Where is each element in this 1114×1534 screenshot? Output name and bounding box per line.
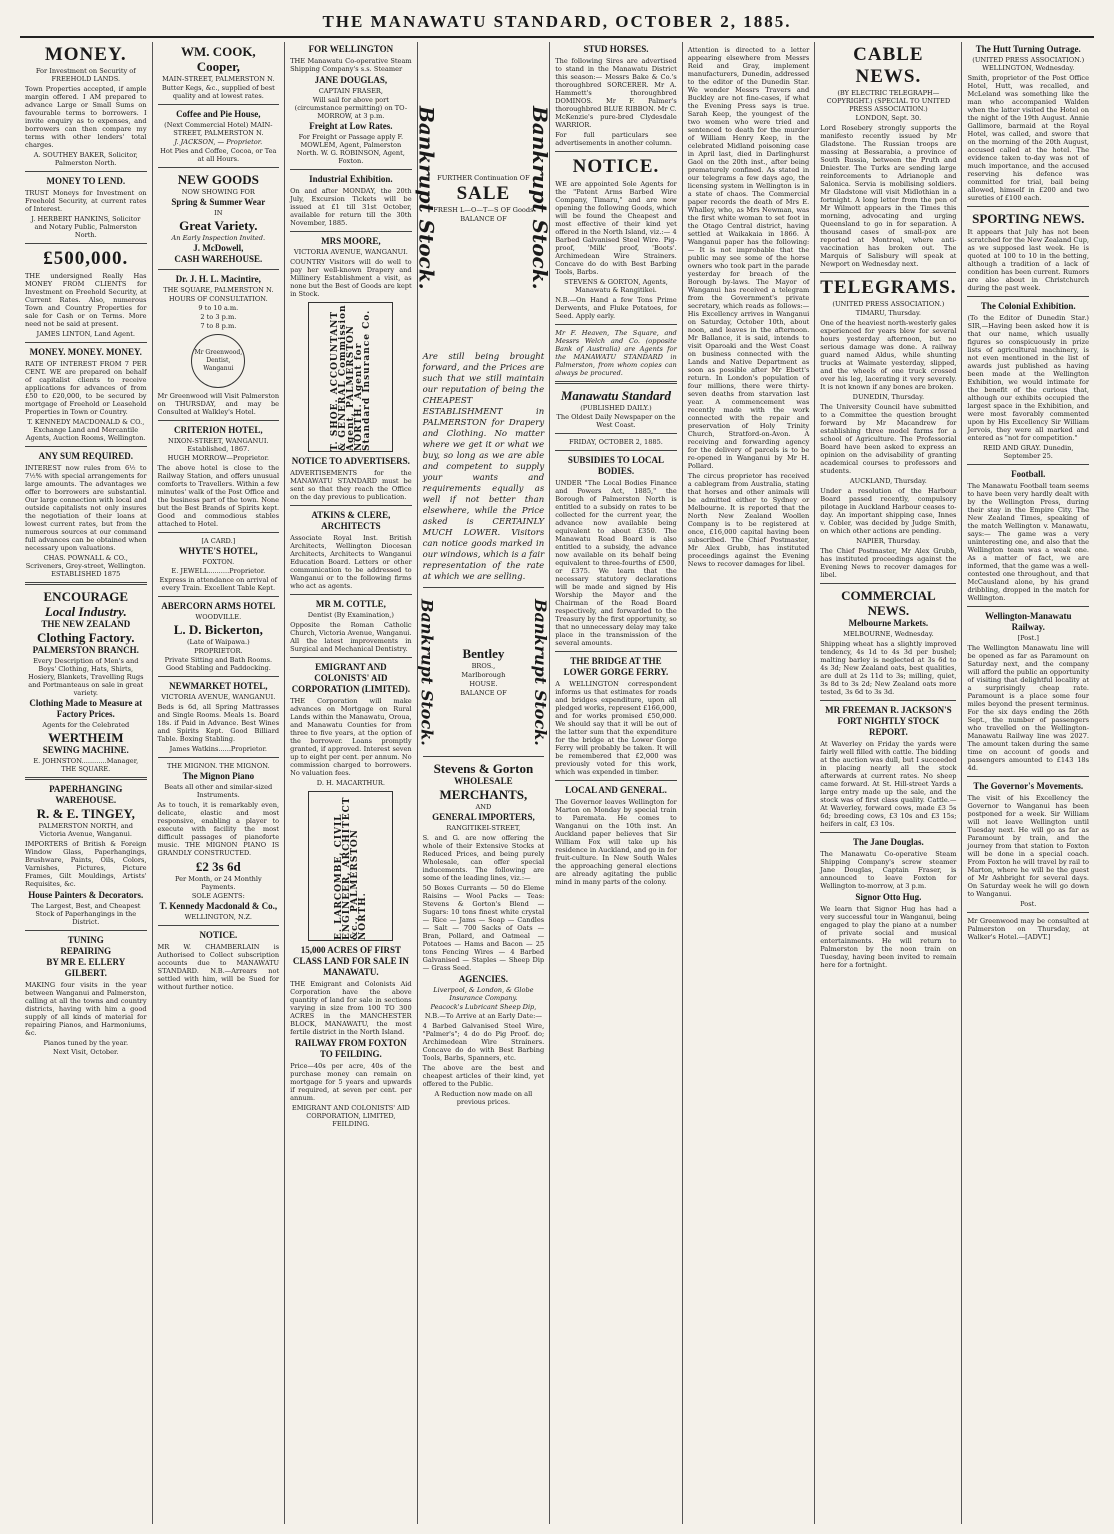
larcombe-advert-text: E. LARCOMBE, CIVIL ENGINEER, ARCHITECT &c., PALMERSTON NORTH. xyxy=(333,796,368,940)
railway-sub: [Post.] xyxy=(1017,634,1039,642)
bickerton-proprietor: PROPRIETOR. xyxy=(194,647,243,655)
stevens-gorton-peacock: Peacock's Lubricant Sheep Dip, xyxy=(430,1003,537,1011)
lend-signature: J. HERBERT HANKINS, Solicitor and Notary Public, Palmerston North. xyxy=(31,215,141,239)
any-heading: ANY SUM REQUIRED. xyxy=(38,451,133,461)
sum-heading: £500,000. xyxy=(43,248,129,269)
emigrant-body: THE Corporation will make advances on Mortgage on Rural Lands within the Manawatu, Oroua, and Manawatu Counties for from three to five years, at the option of the borrower. Loans promptly granted, if approved. Interest seven up to eight per cent. per annum. No commission charged to borrowers. No valuation fees. xyxy=(290,697,412,777)
stock-report-heading: MR FREEMAN R. JACKSON'S FORT NIGHTLY STOCK REPORT. xyxy=(825,705,952,737)
sale-further: FURTHER Continuation OF xyxy=(437,173,530,182)
local-general-heading: LOCAL AND GENERAL. xyxy=(565,785,667,795)
sale-body: Are still being brought forward, and the Prices are such that we still maintain our reputation of being the CHEAPEST ESTABLISHMENT in PALMERSTON for Drapery and Clothing. No matter where we get it or what we buy, so long as we are able and competent to supply your wants and requirements equally as well if not better than elsewhere, while the Price asked is CERTAINLY MUCH LOWER. Visitors can notice goods marked in our windows, which is a fair representation of the rate at which we are selling. xyxy=(422,352,545,582)
jane-douglas-sail: Will sail for above port (circumstance permitting) on TO-MORROW, at 3 p.m. xyxy=(294,96,408,120)
sum-signature: JAMES LINTON, Land Agent. xyxy=(36,330,135,338)
sum-body: THE undersigned Really Has MONEY FROM CLIENTS for Investment on Freehold Security, at Current Rates. Also, numerous Town and Country Properties for sale for Cash or on Terms. More need not be said at present. xyxy=(25,272,147,328)
jane-douglas-body: The Manawatu Co-operative Steam Shipping Company's screw steamer Jane Douglas, Captain Fraser, is announced to leave Foxton for Wellington to-morrow, at 3 p.m. xyxy=(820,850,957,890)
newspaper-columns xyxy=(20,42,1094,1524)
card-label: [A CARD.] xyxy=(201,537,236,545)
standard-daily: (PUBLISHED DAILY.) xyxy=(580,404,652,412)
money-signature: A. SOUTHEY BAKER, Solicitor, Palmerston North. xyxy=(33,151,138,167)
moore-address: VICTORIA AVENUE, WANGANUI. xyxy=(293,248,408,256)
atkins-sub: ARCHITECTS xyxy=(321,521,381,531)
otto-hug-heading: Signor Otto Hug. xyxy=(855,892,922,902)
notice-body: MR W. CHAMBERLAIN is Authorised to Collect subscription accounts due to MANAWATU STANDARD. N.B.—Arrears not settled with him, will be Sued for without further notice. xyxy=(157,943,280,991)
gilbert-body: MAKING four visits in the year between Wanganui and Palmerston, calling at all the towns and country districts, having with him a good supply of all kinds of material for repairing Pianos, and Harmoniums, &c. xyxy=(25,981,147,1037)
barbed-wire-body: WE are appointed Sole Agents for the "Patent Arms Barbed Wire Company, Timaru," and are now opening the following Goods, which will be found the Cheapest and most effective of their kind yet offered in the North Island, viz.:— 4 Barbed Galvanised Steel Wire. Pig-proof, 'Milk' proof, 'Boots'. Archimedean Wire Strainers. Concave do do with Best Barbing Tools, Barbs. xyxy=(555,180,677,276)
mcdowell-name: J. McDowell, xyxy=(193,243,244,253)
acres-body: THE Emigrant and Colonists Aid Corporation have the above quantity of land for sale in sections varying in size from 100 TO 300 ACRES in the MANCHESTER BLOCK, MANAWATU, the most fertile district in the North Island. xyxy=(290,980,412,1036)
acres-heading: 15,000 ACRES OF FIRST CLASS LAND FOR SALE IN MANAWATU. xyxy=(292,945,409,977)
larcombe-advert-box xyxy=(308,791,393,941)
subsidies-heading: SUBSIDIES TO LOCAL BODIES. xyxy=(567,455,665,476)
whyte-proprietor: E. JEWELL..........Proprietor. xyxy=(171,567,266,575)
new-goods-heading: NEW GOODS xyxy=(177,172,259,187)
otto-hug-body: We learn that Signor Hug has had a very successful tour in Wanganui, being engaged to play the piano at a number of private social and musical entertainments. He will return to Palmerston by the noon train on Tuesday, having been invited to remain here for a fortnight. xyxy=(820,905,957,969)
whyte-address: FOXTON. xyxy=(202,558,235,566)
newspaper-title: THE MANAWATU STANDARD, OCTOBER 2, 1885. xyxy=(322,12,792,31)
hutt-sub: (UNITED PRESS ASSOCIATION.) WELLINGTON, Wednesday. xyxy=(972,56,1085,72)
wertheim-heading: WERTHEIM xyxy=(48,730,124,745)
telegrams-heading: TELEGRAMS. xyxy=(820,277,957,298)
stevens-gorton-merchants: MERCHANTS, xyxy=(439,787,528,802)
emigrant-signature: D. H. MACARTHUR. xyxy=(316,779,385,787)
mignon-body: As to touch, it is remarkably even, delicate, elastic and most responsive, enabling a player to execute with facility the most difficult passages of pianoforte music. THE MIGNON PIANO IS GRANDLY CONSTRUCTED. xyxy=(157,801,280,857)
gilbert-next: Next Visit, October. xyxy=(52,1048,119,1056)
stevens-gorton-close: The above are the best and cheapest articles of their kind, yet offered to the Public. xyxy=(422,1064,545,1088)
hutt-heading: The Hutt Turning Outrage. xyxy=(975,44,1081,54)
shoe-advert-text: T. SHOE. ACCOUNTANT & GENERAL Commission Agent, PALMERSTON NORTH. Agent for Standard Insurance Co. xyxy=(329,304,372,451)
stevens-gorton-agencies: AGENCIES. xyxy=(458,974,509,984)
mignon-heading: The Mignon Piano xyxy=(182,771,255,781)
subsidies-body: UNDER "The Local Bodies Finance and Powers Act, 1885," the Borough of Palmerston North is entitled to a subsidy on rates to be collected for the current year, the advance now available being equivalent to about £350. The Manawatu Road Board is also entitled to a subsidy, the advance now available on its behalf being equivalent to three-fourths of £500, or £375. We learn that the necessary statutory declarations will be made and signed by His Worship the Mayor and the Chairman of the Road Board respectively, and forwarded to the Treasury by the first opportunity, so that no unnecessary delay may take place in the transmission of the several amounts. xyxy=(555,479,677,647)
telegrams-body-2: The University Council have submitted to a Committee the question brought forward by Mr Macandrew for establishing three model farms for a school of Agriculture. The Professorial Board have been asked to express an opinion on the advisability of granting academical courses to professors and students. xyxy=(820,403,957,475)
football-body: The Manawatu Football team seems to have been very hardly dealt with by the Wellington Press, during their stay in the Empire City. The New Zealand Times, speaking of the match Wellington v. Manawatu, says:— The game was a very uninteresting one, and also that the Wellington team was a weak one. As a matter of fact, we are informed, that the game was a well-contested one throughout, and that McCausland alone, by his grand dribbling, dropped in the match for Wellington. xyxy=(967,482,1089,602)
jane-douglas-captain: CAPTAIN FRASER, xyxy=(318,87,383,95)
local-news-body: Attention is directed to a letter appearing elsewhere from Messrs Reid and Gray, implement manufacturers, Dunedin, addressed to the editor of the Dunedin Star. We wonder Messrs Travers and Buckley are not fine-cases, if what the Evening Press says is true. Sarah Keep, the youngest of the two women who were tried and sentenced to death for the murder of William Henry Keep, in the celebrated Midland poisoning case in April last, died in Darlinghurst Gaol on the 20th inst., after being prematurely confined. As stated in our telegrams a few days ago, the licensing system in Wellington is in a state of chaos. The Commercial paper records the death of Mrs E. Whalley, who, as Mrs Newman, was the first white woman to set foot in the Otago Central district, having settled at Waikakaia in 1866. A Wanganui paper has the following:— It is not improbable that the public may see some of the horse owners who took part in the parade yesterday for breach of the Borough by-laws. The Mayor of Wanganui has received a telegram from the Government's private secretary, which reads as follows:— His Excellency arrives in Wanganui on Saturday, October 10th, about noon, and leaves in the afternoon. Mr Ballance, it is said, intends to visit Oparoaki and the West Coast on business connected with the Lands and Native Department as soon as possible after Mr Ebett's return. In London's population of four millions, there were thirty-seven deaths from starvation last year. A commencement was recently made with the work connected with the repair and preservation of Holy Trinity Church, Stratford-on-Avon. A receiving and forwarding agency for the delivery of parcels is to be re-opened in Wanganui by Mr H. Pollard. xyxy=(687,46,810,470)
stevens-gorton-reduction: A Reduction now made on all previous prices. xyxy=(434,1090,533,1106)
coffee-heading: Coffee and Pie House, xyxy=(176,109,261,119)
cable-news-sub: (BY ELECTRIC TELEGRAPH—COPYRIGHT.) (SPECIAL TO UNITED PRESS ASSOCIATION.) xyxy=(826,89,951,113)
advertisers-body: ADVERTISEMENTS for the MANAWATU STANDARD must be sent so that they reach the Office on the day previous to publication. xyxy=(290,469,412,501)
emigrant-heading: EMIGRANT AND COLONISTS' AID CORPORATION (LIMITED). xyxy=(291,662,411,694)
bickerton-late: (Late of Waipawa.) xyxy=(186,638,250,646)
criterion-body: The above hotel is close to the Railway Station, and offers unusual comforts to Travellers. Within a few minutes' walk of the Post Office and the business part of the town. None but the Best Brands of Spirits kept. Good and commodious stables attached to Hotel. xyxy=(157,464,280,528)
money-subheading: For Investment on Security of FREEHOLD LANDS. xyxy=(35,67,136,83)
moore-body: COUNTRY Visitors will do well to pay her well-known Drapery and Millinery Establishment a visit, as none but the Best of Goods are kept in Stock. xyxy=(290,258,412,298)
exhibition-heading: Industrial Exhibition. xyxy=(309,174,393,184)
cottle-heading: MR M. COTTLE, xyxy=(315,599,386,609)
bentley-house: HOUSE. xyxy=(469,680,498,688)
whyte-heading: WHYTE'S HOTEL, xyxy=(179,546,258,556)
hutt-body: Smith, proprietor of the Post Office Hotel, Hutt, was recalled, and McLeland was something like the man who accompanied Walden when the latter visited the Hotel on the night of the 19th August. Annie Gallimore, barmaid at the Royal Hotel, was called, and swore that on the morning of the 20th August, accused called at the hotel. The evidence taken to-day was not of much importance, and the accused reserving his defence was committed for trial, bail being allowed, himself in £200 and two sureties of £100 each. xyxy=(967,74,1089,202)
tingey-heading: R. & E. TINGEY, xyxy=(36,806,135,821)
gilbert-name: BY MR E. ELLERY GILBERT. xyxy=(46,957,126,978)
acres-signature: EMIGRANT AND COLONISTS' AID CORPORATION, LIMITED, FEILDING. xyxy=(291,1104,410,1128)
tuning-heading: TUNING xyxy=(67,935,104,945)
repairing-heading: REPAIRING xyxy=(60,946,112,956)
gilbert-tuned: Pianos tuned by the year. xyxy=(43,1039,129,1047)
shoe-advert-box xyxy=(308,302,393,452)
telegrams-place-4: NAPIER, Thursday. xyxy=(856,537,921,545)
dentist-body: Mr Greenwood will Visit Palmerston on THURSDAY, and may be Consulted at Walkley's Hotel. xyxy=(157,392,280,416)
nz-body: Every Description of Men's and Boys' Clothing, Hats, Shirts, Hosiery, Blankets, Travelling Rugs and Portmanteaus on sale in great variety. xyxy=(28,657,144,697)
whyte-body: Express in attendance on arrival of every Train. Excellent Table Kept. xyxy=(159,576,278,592)
dentist-footer: Mr Greenwood may be consulted at Palmerston on Thursday, at Walker's Hotel.—[ADVT.] xyxy=(967,917,1089,941)
colonial-exhibition-body: (To the Editor of Dunedin Star.) SIR,—Having been asked how it is that our name, which usually figures so conspicuously in prize lists of agricultural machinery, is not even mentioned in the list of awards just published as having been made at the Wellington Exhibition, we would intimate for the benefit of the curious that, although our exhibits occupied the largest space in the Exhibition, and were most favorably commented upon by His Excellency Sir William Jervois, they were all marked and entered as "not for competition." xyxy=(967,314,1089,442)
bankrupt-left: Bankrupt Stock. xyxy=(414,106,439,290)
mr-heaven-agents: Mr F. Heaven, The Square, and Messrs Welch and Co. (opposite Bank of Australia) are Agents for the MANAWATU STANDARD in Palmerston, from whom copies can always be procured. xyxy=(555,329,677,377)
macintire-hour-1: 9 to 10 a.m. xyxy=(198,304,239,312)
money-body: Town Properties accepted, if ample margin offered. I AM prepared to advance Large or Small Sums on favourable terms to borrowers. I invite enquiry as to expenses, and borrowers can then compare my terms with other lenders' total charges. xyxy=(25,85,147,149)
standard-title: Manawatu Standard xyxy=(560,388,672,403)
column-3 xyxy=(285,42,418,1524)
criterion-address: NIXON-STREET, WANGANUI. Established, 1867. xyxy=(168,437,269,453)
melbourne-body: Shipping wheat has a slightly improved tendency, 4s 1d to 4s 3d per bushel; malting barley is neglected at 3s 6d to 4s 3d; New Zealand oats, best qualities, are dull at 2s 11d to 3s; milling, quiet, 3s 8d to 3s 2d; New Zealand oats more tested, 3s 6d to 3s 3d. xyxy=(820,640,957,696)
acres-body-2: Price—40s per acre, 40s of the purchase money can remain on mortgage for 5 years and upwards if required, at seven per cent. per annum. xyxy=(290,1062,412,1102)
dentist-seal: Mr Greenwood, Dentist, Wanganui xyxy=(191,334,245,388)
balance-left: BALANCE OF xyxy=(460,214,507,223)
atkins-heading: ATKINS & CLERE, xyxy=(311,510,391,520)
notice-heading: NOTICE. xyxy=(199,930,238,940)
any-body: INTEREST now rules from 6½ to 7½% with special arrangements for large amounts. The advantages we offer to borrowers are substantial. Our large connection with local and outside capitalists not only insures the negotiation of their loans at lowest current rates, but from the numerous sources at our command full advances can be obtained when necessary upon valuations. xyxy=(25,464,147,552)
criterion-heading: CRITERION HOTEL, xyxy=(174,425,263,435)
sale-fresh: FRESH L—O—T—S OF Goods xyxy=(433,205,534,214)
stevens-gorton-wholesale: WHOLESALE xyxy=(454,776,513,786)
stevens-gorton-and: AND xyxy=(475,803,492,811)
freight-rates: Freight at Low Rates. xyxy=(309,121,393,131)
cottle-sub: Dentist (By Examination,) xyxy=(307,611,394,619)
column-2 xyxy=(153,42,286,1524)
wellington-body: THE Manawatu Co-operative Steam Shipping Company's s.s. Steamer xyxy=(290,57,412,73)
mignon-signature-2: WELLINGTON, N.Z. xyxy=(184,913,252,921)
wellington-heading: FOR WELLINGTON xyxy=(308,44,394,54)
sporting-body: It appears that July has not been scratched for the New Zealand Cup, as we supposed last week. He is quoted at 100 to 10 in the betting, although a tradition of a lack of condition has been current. Rumors are also about in Christchurch during the past week. xyxy=(967,228,1090,292)
bridge-heading: THE BRIDGE AT THE LOWER GORGE FERRY. xyxy=(563,656,669,677)
prime-potatoes: N.B.—On Hand a few Tons Prime Derwents, and Fluke Potatoes, for Seed. Apply early. xyxy=(555,296,677,320)
nz-signature: E. JOHNSTON............Manager, THE SQUARE. xyxy=(33,757,139,773)
bentley-heading: Bentley xyxy=(462,646,505,661)
football-heading: Football. xyxy=(1011,469,1046,479)
bentley-vert-left: Bankrupt Stock. xyxy=(417,598,437,746)
column-8 xyxy=(962,42,1094,1524)
cable-news-body: Lord Rosebery strongly supports the manifesto recently issued by Mr Gladstone. The Russian troops are massing at Bessarabia, a province of South Russia, between the Pruth and Dniester. The Turks are sending large reinforcements to Adrianople and Salonica. Servia is mobilising soldiers. Mr Gladstone will visit Midlothian in a fortnight. A long letter from the pen of Mr Wilmott appears in the Times this morning, advocating and urging Queensland to go in for separation. A thousand cases of small-pox are reported at Montreal, where anti-vaccination has broken out. The Marquis of Salisbury will speak at Newport on Wednesday next. xyxy=(820,124,957,268)
new-goods-variety: Great Variety. xyxy=(179,218,258,233)
acres-railway: RAILWAY FROM FOXTON TO FEILDING. xyxy=(294,1038,407,1059)
stevens-gorton-street: RANGITIKEI-STREET, xyxy=(446,824,521,832)
colonial-exhibition-signature: REID AND GRAY. Dunedin, September 25. xyxy=(982,444,1074,460)
column-1 xyxy=(20,42,153,1524)
column-5 xyxy=(550,42,683,1524)
governor-signature: Post. xyxy=(1020,900,1037,908)
mignon-sub: Beats all other and similar-sized Instruments. xyxy=(164,783,273,799)
coffee-address: (Next Commercial Hotel) MAIN-STREET, PALMERSTON N. xyxy=(164,121,273,137)
abercorn-address: WOODVILLE. xyxy=(195,613,242,621)
cook-heading: WM. COOK, xyxy=(180,44,256,59)
telegrams-body-4: The Chief Postmaster, Mr Alex Grubb, has instituted proceedings against the Evening News to recover damages for libel. xyxy=(820,547,957,579)
stud-horses-body: The following Sires are advertised to stand in the Manawatu District this season:— Messrs Bake & Co.'s thoroughbred SORCERER. Mr A. Hammett's thoroughbred DOMINOS. Mr F. Palmer's thoroughbred BLUE RIBBON. Mr C. McKenzie's pure-bred Clydesdale WARRIOR. xyxy=(555,57,677,129)
newmarket-body: Beds is 6d, all Spring Mattrasses and Single Rooms. Meals 1s. Board 18s. if Paid in Advance. Best Wines and Spirits Kept. Good Billiard Table. Boxing Stabling. xyxy=(157,703,280,743)
any-signature: CHAS. POWNALL & CO., Scriveners, Grey-street, Wellington. ESTABLISHED 1875 xyxy=(25,554,146,578)
bickerton-name: L. D. Bickerton, xyxy=(173,622,263,637)
telegrams-body-3: Under a resolution of the Harbour Board passed recently, compulsory pilotage in Auckland Harbour ceases to-day. An important shipping case, Innes v. Cobler, was decided by Judge Smith, on which other actions are pending. xyxy=(820,487,957,535)
column-7 xyxy=(815,42,962,1524)
column-4 xyxy=(414,42,553,1524)
atkins-body: Associate Royal Inst. British Architects, Wellington Diocesan Architects, Architects to Wanganui Education Board. Letters or other communication to be addressed to Wanganui or to the following firms who act as agents. xyxy=(290,534,412,590)
local-general-body: The Governor leaves Wellington for Marton on Monday by special train to Paremata. He comes to Wanganui on the 10th inst. An Auckland paper believes that Sir William Fox will take up his residence in Auckland, and go in for fruit-culture. In New South Wales the approaching general elections are already agitating the public mind in many parts of the colony. xyxy=(555,798,677,886)
mignon-price-sub: Per Month, or 24 Monthly Payments. xyxy=(174,875,262,891)
governor-body: The visit of his Excellency the Governor to Wanganui has been postponed for a week. Sir William will not leave Wellington until Tuesday next. He will go as far as Paramount by train, and the journey from that station to Foxton will be done in a special coach. From Foxton he will travel by rail to Marton, where he will be the guest of Mr Ashbright for several days. On Saturday week he will go down to Wanganui. xyxy=(967,794,1089,898)
paperhanging-heading: PAPERHANGING xyxy=(49,784,123,794)
macintire-hours: HOURS OF CONSULTATION. xyxy=(168,295,268,303)
new-goods-season: Spring & Summer Wear xyxy=(171,197,266,207)
new-goods-invited: An Early Inspection Invited. xyxy=(171,234,266,242)
coffee-body: Hot Pies and Coffee, Cocoa, or Tea at all Hours. xyxy=(160,147,277,163)
balance-right: BALANCE OF xyxy=(460,689,507,697)
stevens-gorton-body: S. and G. are now offering the whole of their Extensive Stocks at Reduced Prices, and being purely Wholesale, can offer special inducements. The following are some of the leading lines, viz.:— xyxy=(422,834,545,882)
freight-apply: For Freight or Passage apply F. MOWLEM, Agent, Palmerston North. W. G. ROBINSON, Agent, Foxton. xyxy=(296,133,405,165)
railway-heading: Wellington-Manawatu Railway. xyxy=(984,611,1072,632)
tingey-body: IMPORTERS of British & Foreign Window Glass, Paperhangings, Brushware, Paints, Oils, Colors, Varnishes, Pictures, Picture Frames, Gilt Mouldings, Artists' Requisites, &c. xyxy=(25,840,147,888)
standard-tagline: The Oldest Daily Newspaper on the West Coast. xyxy=(556,413,676,429)
standard-date: FRIDAY, OCTOBER 2, 1885. xyxy=(569,438,663,446)
macintire-hour-2: 2 to 3 p.m. xyxy=(200,313,237,321)
column-6 xyxy=(683,42,816,1524)
stud-horses-footer: For full particulars see advertisements in another column. xyxy=(555,131,677,147)
abercorn-heading: ABERCORN ARMS HOTEL xyxy=(161,601,276,611)
melbourne-place: MELBOURNE, Wednesday. xyxy=(843,630,934,638)
palmerston-branch: PALMERSTON BRANCH. xyxy=(32,645,139,655)
newmarket-heading: NEWMARKET HOTEL, xyxy=(169,681,268,691)
macintire-address: THE SQUARE, PALMERSTON N. xyxy=(163,286,274,294)
moore-heading: MRS MOORE, xyxy=(321,236,381,246)
cook-address: MAIN-STREET, PALMERSTON N. xyxy=(162,75,275,83)
coffee-proprietor: J. JACKSON, — Proprietor. xyxy=(174,138,263,146)
exhibition-body: On and after MONDAY, the 20th July, Excursion Tickets will be issued at £1 till 31st October, available for return till the 30th November, 1885. xyxy=(290,187,412,227)
mignon-agents: SOLE AGENTS: xyxy=(191,892,245,900)
bankrupt-right: Bankrupt Stock. xyxy=(528,106,553,290)
lend-body: TRUST Moneys for Investment on Freehold Security, at current rates of Interest. xyxy=(25,189,147,213)
jane-douglas-heading: The Jane Douglas. xyxy=(852,837,924,847)
telegrams-body-1: One of the heaviest north-westerly gales experienced for years blew for several hours yesterday afternoon, but no serious damage was done. A railway guard named Aldus, while shunting trucks at Waimate yesterday, slipped, and the wheels of one truck crossed over his leg, lacerating it very severely. It is not known if any bones are broken. xyxy=(820,319,957,391)
cook-sub: Cooper, xyxy=(196,59,240,74)
masthead xyxy=(20,8,1094,38)
criterion-proprietor: HUGH MORROW—Proprietor. xyxy=(167,454,269,462)
nz-heading: THE NEW ZEALAND xyxy=(41,619,131,629)
sewing-machine: SEWING MACHINE. xyxy=(42,745,129,755)
macintire-hour-3: 7 to 8 p.m. xyxy=(200,322,237,330)
lend-heading: MONEY TO LEND. xyxy=(46,176,126,186)
tingey-stock: The Largest, Best, and Cheapest Stock of Paperhangings in the District. xyxy=(31,902,141,926)
macintire-heading: Dr. J. H. L. Macintire, xyxy=(175,274,261,284)
local-industry-heading: Local Industry. xyxy=(44,604,127,619)
stud-horses-heading: STUD HORSES. xyxy=(583,44,649,54)
clothing-measure: Clothing Made to Measure at Factory Prices. xyxy=(29,698,143,719)
cottle-body: Opposite the Roman Catholic Church, Victoria Avenue, Wanganui. All the latest improvements in Surgical and Mechanical Dentistry. xyxy=(290,621,412,653)
newmarket-proprietor: James Watkins......Proprietor. xyxy=(169,745,268,753)
stevens-gorton-arrive-body: 4 Barbed Galvanised Steel Wire, "Palmer's"; 4 do do Pig Proof. do; Archimedean Wire Strainers. Concave do do with Best Barbing Tools, Barbs, Spanners, etc. xyxy=(422,1022,545,1062)
sporting-heading: SPORTING NEWS. xyxy=(972,211,1085,226)
governor-heading: The Governor's Movements. xyxy=(973,781,1084,791)
mmm-heading: MONEY. MONEY. MONEY. xyxy=(29,347,142,357)
warehouse-heading: WAREHOUSE. xyxy=(55,795,117,805)
cable-news-date: LONDON, Sept. 30. xyxy=(855,114,922,122)
local-news-more: The circus proprietor has received a cablegram from Australia, stating that horses and other animals will be admitted either to Sydney or Melbourne. It is reported that the North New Zealand Woollen Company is to be registered at once, £16,000 capital having been subscribed. The Chief Postmaster, Mr Alex Grubb, has instituted proceedings against the Evening News to recover damages for libel. xyxy=(687,472,810,568)
commercial-heading: COMMERCIAL NEWS. xyxy=(841,588,936,618)
new-goods-in: IN xyxy=(214,209,223,217)
jane-douglas-ship: JANE DOUGLAS, xyxy=(314,75,388,85)
telegrams-place-2: DUNEDIN, Thursday. xyxy=(852,393,925,401)
colonial-exhibition-heading: The Colonial Exhibition. xyxy=(980,301,1076,311)
telegrams-place-1: TIMARU, Thursday. xyxy=(855,309,921,317)
bentley-vert-right: Bankrupt Stock. xyxy=(531,598,551,746)
mmm-body: RATE OF INTEREST FROM 7 PER CENT. WE are prepared on behalf of capitalist clients to receive applications for advances of from £50 to £20,000, to be secured by mortgage of Freehold or Leasehold Properties in Town or Country. xyxy=(25,360,147,416)
mcdowell-warehouse: CASH WAREHOUSE. xyxy=(174,254,263,264)
new-goods-showing: NOW SHOWING FOR xyxy=(181,188,255,196)
stevens-gorton-heading: Stevens & Gorton xyxy=(433,761,534,776)
tingey-address: PALMERSTON NORTH, and Victoria Avenue, Wanganui. xyxy=(38,822,133,838)
advertisers-heading: NOTICE TO ADVERTISERS. xyxy=(291,456,410,466)
telegrams-sub: (UNITED PRESS ASSOCIATION.) xyxy=(832,300,945,308)
mmm-signature: T. KENNEDY MACDONALD & CO., Exchange Land and Mercantile Agents, Auction Rooms, Wellington. xyxy=(25,418,146,442)
money-heading: MONEY. xyxy=(44,44,127,65)
cable-news-heading: CABLE NEWS. xyxy=(853,44,924,87)
tingey-house: House Painters & Decorators. xyxy=(28,890,144,900)
railway-body: The Wellington Manawatu line will be opened as far as Paramount on Saturday next, and the company will afford the public an opportunity of visiting that delightful locality at a surprisingly cheap rate. Paramount is a place some four miles beyond the present terminus. For the six days ending the 26th Sept., the number of passengers who travelled on the Wellington-Manawatu Railway line was 2027. The amount taken during the same time on account of goods and passengers amounted to £143 18s 4d. xyxy=(967,644,1089,772)
telegrams-place-3: AUCKLAND, Thursday. xyxy=(849,477,927,485)
bentley-marlborough: Marlborough xyxy=(461,671,506,679)
barbed-wire-signature: STEVENS & GORTON, Agents, Manawatu & Rangitikei. xyxy=(564,278,668,294)
mignon-bar: THE MIGNON. THE MIGNON. xyxy=(166,762,270,770)
stevens-gorton-importers: GENERAL IMPORTERS, xyxy=(432,812,535,822)
bridge-body: A WELLINGTON correspondent informs us that estimates for roads and bridges expenditure, upon all pledged works, represent £166,000, and for works promised £50,000. We should say that it will be out of the latter sum that the expenditure for the bridge at the Lower Gorge Ferry will probably be taken. It will be remembered that £2,000 was previously voted for this work, which was expended in timber. xyxy=(555,680,677,776)
bankrupt-stock-banner xyxy=(414,48,553,348)
stevens-gorton-insurance: Liverpool, & London, & Globe Insurance Company. xyxy=(433,986,534,1002)
stevens-gorton-items: 50 Boxes Currants — 50 do Eleme Raisins — Wool Packs — Teas: Stevens & Gorton's Blend — Sugars: 10 tons finest white crystal — Rice — Jams — Soap — Candles — Salt — 700 Sacks of Oats — Bran, Pollard, and Oatmeal — Potatoes — Hams and Bacon — 25 tons Fencing Wires — 4 Barbed Galvanised — Staples — Sheep Dip — Grass Seed. xyxy=(422,884,545,972)
mignon-price: £2 3s 6d xyxy=(195,859,241,874)
encourage-heading: ENCOURAGE xyxy=(43,589,129,604)
mignon-signature: T. Kennedy Macdonald & Co., xyxy=(159,901,278,911)
bentley-bros: BROS., xyxy=(471,662,496,670)
abercorn-body: Private Sitting and Bath Rooms. Good Stabling and Paddocking. xyxy=(164,656,273,672)
bentley-banner xyxy=(417,592,551,752)
stevens-gorton-arrive: N.B.—To Arrive at an Early Date:— xyxy=(424,1012,543,1020)
melbourne-heading: Melbourne Markets. xyxy=(848,618,929,628)
cook-body: Butter Kegs, &c., supplied of best quality and at lowest rates. xyxy=(161,84,275,100)
newmarket-address: VICTORIA AVENUE, WANGANUI. xyxy=(161,693,276,701)
nz-agents: Agents for the Celebrated xyxy=(42,721,130,729)
sale-heading: SALE xyxy=(456,182,511,204)
notice-heading-2: NOTICE. xyxy=(572,156,660,177)
clothing-factory-heading: Clothing Factory. xyxy=(37,630,135,645)
stock-report-body: At Waverley on Friday the yards were fairly well filled with cattle. The bidding at the auction was dull, but I succeeded in placing nearly all the stock afterwards at current rates. No sheep came forward. At St. Hill-street Yards a large entry made up the sale, and the stock was of first class quality. Cattle.—At Waverley, forward cows, made £3 5s 6d; breeding cows, £3 10s and £3 15s; heifers in calf, £3 10s. xyxy=(820,740,957,828)
